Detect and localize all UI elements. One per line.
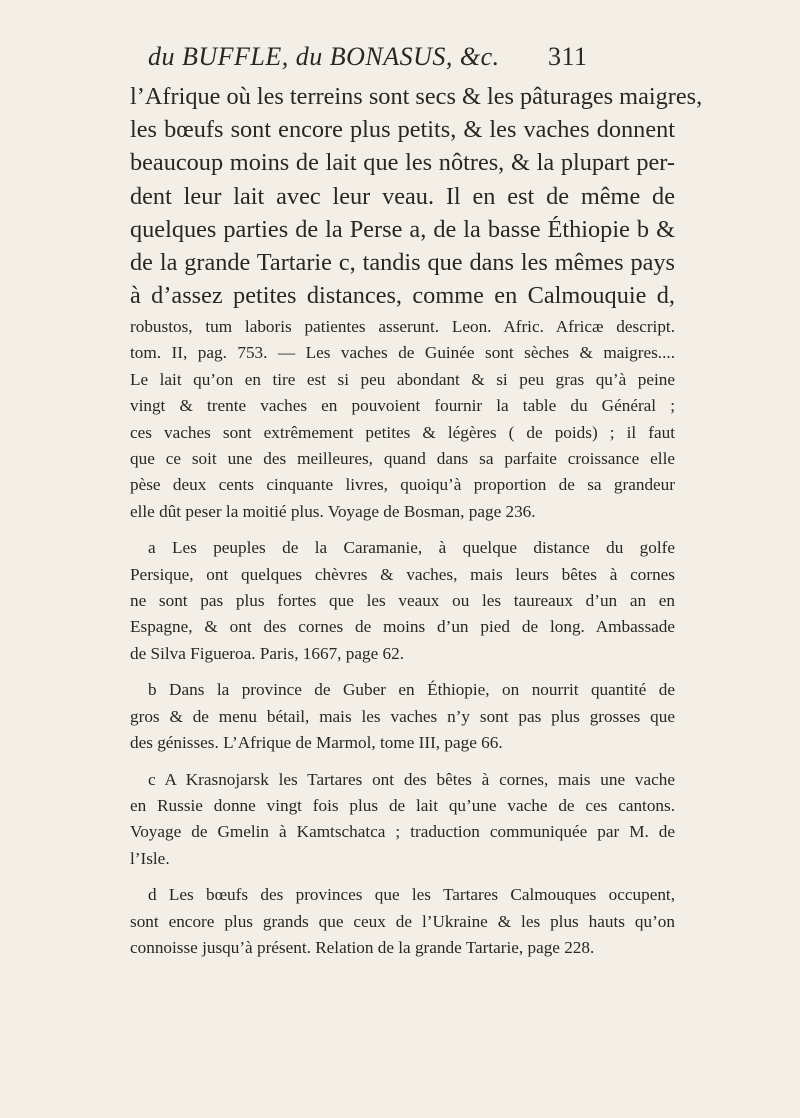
footnotes	[130, 314, 675, 971]
footnote-line: gros & de menu bétail, mais les vaches n’y sont pas plus grosses que	[130, 706, 675, 726]
footnote-line: c A Krasnojarsk les Tartares ont des bêtes à cornes, mais une vache	[148, 769, 675, 789]
body-line: quelques parties de la Perse a, de la basse Éthiopie b &	[130, 215, 675, 243]
body-line: à d’assez petites distances, comme en Calmouquie d,	[130, 282, 675, 310]
running-title: du BUFFLE, du BONASUS, &c.	[148, 42, 500, 71]
footnote-line: des génisses. L’Afrique de Marmol, tome III, page 66.	[130, 733, 503, 753]
body-line: l’Afrique où les terreins sont secs & les pâturages maigres,	[130, 83, 703, 110]
footnote-line: b Dans la province de Guber en Éthiopie, on nourrit quantité de	[148, 680, 675, 700]
footnote-line: d Les bœufs des provinces que les Tartares Calmouques occupent,	[148, 885, 675, 905]
footnote-d	[130, 882, 675, 961]
body-line: de la grande Tartarie c, tandis que dans les mêmes pays	[130, 249, 675, 277]
footnote-line: a Les peuples de la Caramanie, à quelque distance du golfe	[148, 538, 675, 558]
body-line: beaucoup moins de lait que les nôtres, & la plupart per-	[130, 149, 675, 177]
body-line: dent leur lait avec leur veau. Il en est de même de	[130, 182, 675, 210]
main-text	[130, 80, 703, 312]
footnote-line: Voyage de Gmelin à Kamtschatca ; traduction communiquée par M. de	[130, 822, 675, 842]
footnote-line: de Silva Figueroa. Paris, 1667, page 62.	[130, 643, 405, 663]
running-header	[148, 42, 648, 72]
footnote-line: que ce soit une des meilleures, quand dans sa parfaite croissance elle	[130, 449, 675, 469]
footnote-line: l’Isle.	[130, 848, 170, 868]
footnote-b	[130, 677, 675, 756]
footnote-continued	[130, 314, 675, 525]
footnote-line: Persique, ont quelques chèvres & vaches, mais leurs bêtes à cornes	[130, 564, 675, 584]
body-line: les bœufs sont encore plus petits, & les vaches donnent	[130, 116, 675, 144]
footnote-line: ne sont pas plus fortes que les veaux ou les taureaux d’un an en	[130, 591, 675, 611]
footnote-line: robustos, tum laboris patientes asserunt. Leon. Afric. Africæ descript.	[130, 317, 675, 336]
footnote-line: elle dût peser la moitié plus. Voyage de Bosman, page 236.	[130, 501, 536, 521]
footnote-line: vingt & trente vaches en pouvoient fournir la table du Général ;	[130, 396, 675, 416]
footnote-line: Le lait qu’on en tire est si peu abondant & si peu gras qu’à peine	[130, 369, 675, 389]
footnote-c	[130, 767, 675, 873]
footnote-line: pèse deux cents cinquante livres, quoiqu’à proportion de sa grandeur	[130, 475, 675, 495]
footnote-line: sont encore plus grands que ceux de l’Ukraine & les plus hauts qu’on	[130, 911, 675, 931]
footnote-a	[130, 535, 675, 667]
footnote-line: Espagne, & ont des cornes de moins d’un pied de long. Ambassade	[130, 617, 675, 637]
footnote-line: tom. II, pag. 753. — Les vaches de Guinée sont sèches & maigres....	[130, 343, 675, 363]
page-number: 311	[548, 42, 588, 71]
footnote-line: connoisse jusqu’à présent. Relation de la grande Tartarie, page 228.	[130, 937, 595, 957]
footnote-line: ces vaches sont extrêmement petites & légères ( de poids) ; il faut	[130, 422, 675, 442]
footnote-line: en Russie donne vingt fois plus de lait qu’une vache de ces cantons.	[130, 795, 675, 815]
